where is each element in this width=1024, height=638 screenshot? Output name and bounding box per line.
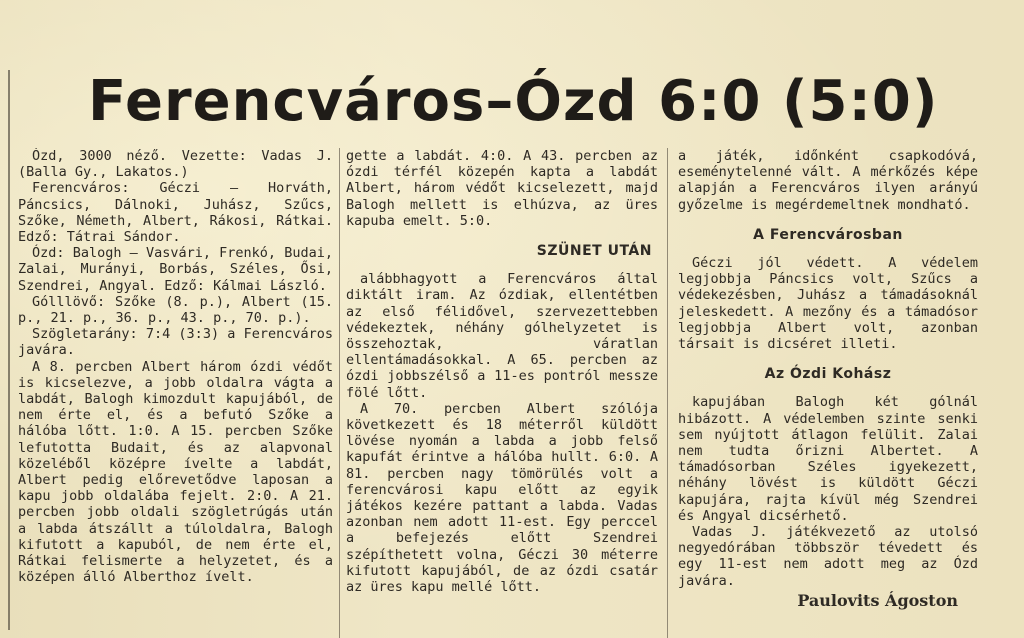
left-column-rule [8,70,10,630]
player-review-paragraph: kapujában Balogh két gólnál hibázott. A védelemben szinte senki sem nyújtott átlagon felülit. Zalai nem tudta őrizni Albertet. A támadósorban Széles igyekezett, néhány lövést is küldött Géczi kapujára, rajta kívül még Szendrei és Angyal dicsérhető. [678,394,978,524]
match-report-paragraph: A 8. percben Albert három ózdi védőt is kicselezve, a jobb oldalra vágta a labdát, Balogh kimozdult kapujából, de nem érte el, és a befutó Szőke a hálóba lőtt. 1:0. A 15. percben Szőke lefutotta Budait, és az alapvonal közeléből középre ívelte a labdát, Albert pedig előrevetődve laposan a kapu jobb oldalába fejelt. 2:0. A 21. percben jobb oldali szögletrúgás után a labda átszállt a túloldalra, Balogh kifutott a kapuból, de nem érte el, Rátkai felismerte a helyzetet, és a középen álló Alberthoz ívelt. [18,358,333,586]
goalscorers: Gólllövő: Szőke (8. p.), Albert (15. p., 21. p., 36. p., 43. p., 70. p.). [18,293,333,327]
match-info: Ózd, 3000 néző. Vezette: Vadas J. (Balla Gy., Lakatos.) [18,148,333,181]
article-column-1 [18,148,333,638]
match-report-paragraph: A 70. percben Albert szólója következett és 18 méterről küldött lövése nyomán a labda a jobb felső kapufát érintve a hálóba hullt. 6:0. A 81. percben nagy tömörülés volt a ferencvárosi kapu előtt az egyik játékos kezére pattant a labda. Vadas azonban nem adott 11-est. Egy perccel a befejezés előtt Szendrei szépíthetett volna, Géczi 30 méterre kifutott kapujából, de az ózdi csatár az üres kapu mellé lőtt. [346,400,658,596]
lineup-ferencvaros: Ferencváros: Géczi — Horváth, Páncsics, Dálnoki, Juhász, Szűcs, Szőke, Németh, Albert, Rákosi, Rátkai. Edző: Tátrai Sándor. [18,180,333,246]
referee-paragraph: Vadas J. játékvezető az utolsó negyedórában többször tévedett és egy 11-est nem adott meg az Ózd javára. [678,524,978,589]
match-report-paragraph: alábbhagyott a Ferencváros által diktált iram. Az ózdiak, ellentétben az első félidővel, szervezettebben védekeztek, néhány gólhelyzetet is összehoztak, váratlan ellentámadásokkal. A 65. percben az ózdi jobbszélső a 11-es pontról messze fölé lőtt. [346,271,658,401]
column-divider [339,148,340,638]
lineup-ozd: Ózd: Balogh — Vasvári, Frenkó, Budai, Zalai, Murányi, Borbás, Széles, Ősi, Szendrei, Angyal. Edző: Kálmai László. [18,245,333,294]
match-report-paragraph: a játék, időnként csapkodóvá, eseménytelenné vált. A mérkőzés képe alapján a Ferencváros ilyen arányú győzelme is megérdemeltnek mondható. [678,148,978,213]
article-column-3 [678,148,978,638]
column-divider [667,148,668,638]
match-report-paragraph: gette a labdát. 4:0. A 43. percben az ózdi térfél közepén kapta a labdát Albert, három védőt kicselezett, majd Balogh mellett is elhúzva, az üres kapuba emelt. 5:0. [346,148,658,229]
player-review-paragraph: Géczi jól védett. A védelem legjobbja Páncsics volt, Szűcs a védekezésben, Juhász a támadásoknál jeleskedett. A mezőny és a támadósor legjobbja Albert volt, azonban társait is dicséret illeti. [678,255,978,353]
headline: Ferencváros–Ózd 6:0 (5:0) [88,69,939,134]
subheading-ozdi-kohasz: Az Ózdi Kohász [764,366,892,383]
subheading-second-half: SZÜNET UTÁN [536,243,652,260]
corner-ratio: Szögletarány: 7:4 (3:3) a Ferencváros javára. [18,326,333,359]
article-column-2 [346,148,658,638]
author-signature: Paulovits Ágoston [797,590,958,610]
subheading-ferencvaros: A Ferencvárosban [753,226,903,243]
